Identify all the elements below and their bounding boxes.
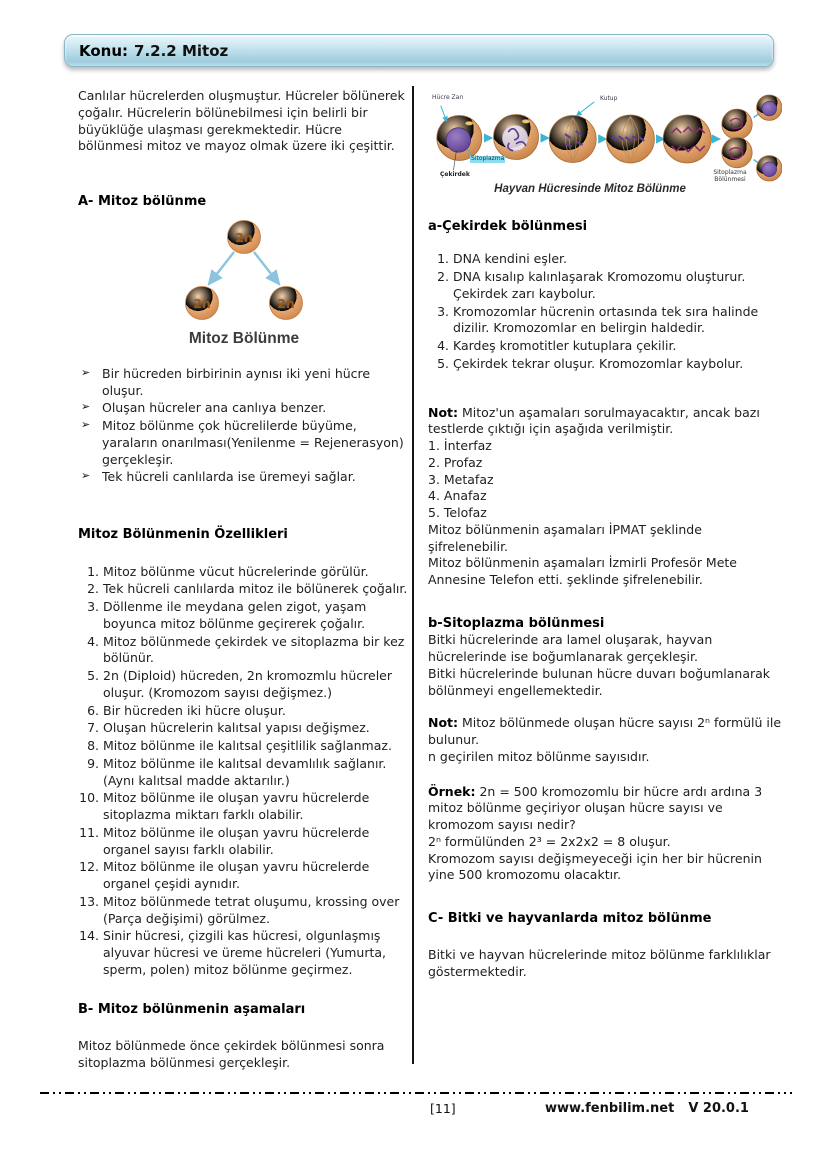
page-title: 7.2.2 Mitoz [134, 41, 229, 60]
stage-anaphase-cell [663, 115, 711, 163]
ozellik-item: 13. Mitoz bölünmede tetrat oluşumu, krossing over (Parça değişimi) görülmez. [103, 894, 410, 928]
section-c-paragraph: Bitki ve hayvan hücrelerinde mitoz bölünme farklılıklar göstermektedir. [428, 947, 771, 980]
section-c-heading: C- Bitki ve hayvanlarda mitoz bölünme [428, 911, 712, 927]
note2-body [428, 715, 782, 749]
footer-divider [40, 1092, 792, 1094]
tree-arrow-left [209, 252, 234, 284]
cekirdek-list [428, 251, 782, 372]
note1-text: Mitoz'un aşamaları sorulmayacaktır, ancak bazı testlerde çıktığı için aşağıda verilmiştir. [428, 404, 760, 437]
phase-item: 3. Metafaz [428, 471, 494, 487]
ozellik-item: 2. Tek hücreli canlılarda mitoz ile bölünerek çoğalır. [103, 581, 410, 598]
right-column [428, 90, 782, 981]
ozellik-item: 11. Mitoz bölünme ile oluşan yavru hücrelerde organel sayısı farklı olabilir. [103, 825, 410, 859]
not-label: Not: [428, 715, 459, 731]
ozellikler-list [78, 564, 410, 979]
sitoplazma-bolunmesi-label: Sitoplazma Bölünmesi [713, 169, 747, 183]
sitoplazma-label: Sitoplazma [471, 155, 505, 162]
section-b-paragraph: Mitoz bölünmede önce çekirdek bölünmesi sonra sitoplazma bölünmesi gerçekleşir. [78, 1037, 385, 1070]
cekirdek-item: 5. Çekirdek tekrar oluşur. Kromozomlar kaybolur. [453, 356, 782, 373]
sitoplazma-heading: b-Sitoplazma bölünmesi [428, 615, 605, 631]
ozellik-item: 1. Mitoz bölünme vücut hücrelerinde görülür. [103, 564, 410, 581]
note-mitoz-asamalari [428, 405, 782, 589]
note-hucre-sayisi [428, 715, 782, 765]
phase-item: 2. Profaz [428, 454, 483, 470]
ozellik-item: 14. Sinir hücresi, çizgili kas hücresi, olgunlaşmış alyuvar hücresi ve üreme hücreleri (Yumurta, sperm, polen) mitoz bölünme geçirmez. [103, 928, 410, 978]
section-b-heading: B- Mitoz bölünmenin aşamaları [78, 1001, 306, 1017]
ornek-label: Örnek: [428, 783, 476, 799]
daughter-cell-label-left: 2n [193, 296, 211, 312]
bullet-item: ➢ Oluşan hücreler ana canlıya benzer. [102, 400, 410, 417]
bullet-item: ➢ Tek hücreli canlılarda ise üremeyi sağlar. [102, 469, 410, 486]
ornek-question-text: 2n = 500 kromozomlu bir hücre ardı ardına 3 mitoz bölünme geçiriyor oluşan hücre sayısı ve kromozom sayısı nedir? [428, 783, 763, 833]
ozellik-item: 3. Döllenme ile meydana gelen zigot, yaşam boyunca mitoz bölünme geçirerek çoğalır. [103, 599, 410, 633]
ornek-question [428, 784, 782, 834]
parent-cell-label: 2n [235, 230, 253, 246]
cekirdek-heading: a-Çekirdek bölünmesi [428, 219, 588, 234]
ozellik-item: 9. Mitoz bölünme ile kalıtsal devamlılık sağlanır. (Aynı kalıtsal madde aktarılır.) [103, 756, 410, 790]
stage-prophase-cell [494, 115, 539, 160]
cekirdek-item: 4. Kardeş kromotitler kutuplara çekilir. [453, 338, 782, 355]
bullet-item: ➢ Mitoz bölünme çok hücrelilerde büyüme, yaraların onarılması(Yenilenme = Rejenerasyon) gerçekleşir. [102, 418, 410, 468]
cekirdek-item: 3. Kromozomlar hücrenin ortasında tek sıra halinde dizilir. Kromozomlar en belirgin haldedir. [453, 304, 782, 338]
stage-late-prophase-cell [549, 102, 596, 163]
section-a-heading: A- Mitoz bölünme [78, 194, 207, 209]
mitosis-tree-svg [154, 216, 334, 322]
topic-header-bar [64, 34, 774, 67]
ornek-block [428, 784, 782, 885]
ozellik-item: 6. Bir hücreden iki hücre oluşur. [103, 703, 410, 720]
animal-cell-mitosis-figure [430, 94, 782, 202]
phase-item: 5. Telofaz [428, 505, 487, 521]
left-column [78, 88, 410, 1071]
cekirdek-item: 1. DNA kendini eşler. [453, 251, 782, 268]
ornek-line2: 2ⁿ formülünden 2³ = 2x2x2 = 8 oluşur. [428, 833, 671, 849]
daughter-cell-label-right: 2n [277, 296, 295, 312]
cekirdek-item: 2. DNA kısalıp kalınlaşarak Kromozomu oluşturur. Çekirdek zarı kaybolur. [453, 269, 782, 303]
mitosis-bullet-list [78, 366, 410, 486]
site-url: www.fenbilim.net [545, 1101, 675, 1116]
bullet-item: ➢ Bir hücreden birbirinin aynısı iki yeni hücre oluşur. [102, 366, 410, 400]
izmirli-line: Mitoz bölünmenin aşamaları İzmirli Profesör Mete Annesine Telefon etti. şeklinde şifrelenebilir. [428, 555, 738, 588]
sitoplazma-para2: Bitki hücrelerinde bulunan hücre duvarı boğumlanarak bölünmeyi engellemektedir. [428, 665, 771, 698]
ozellik-item: 4. Mitoz bölünmede çekirdek ve sitoplazma bir kez bölünür. [103, 634, 410, 668]
ozellik-item: 5. 2n (Diploid) hücreden, 2n kromozmlu hücreler oluşur. (Kromozom sayısı değişmez.) [103, 668, 410, 702]
ipmat-line: Mitoz bölünmenin aşamaları İPMAT şeklinde şifrelenebilir. [428, 521, 702, 554]
ozellik-item: 8. Mitoz bölünme ile kalıtsal çeşitlilik sağlanmaz. [103, 738, 410, 755]
not-label: Not: [428, 404, 459, 420]
stage-metaphase-cell [606, 115, 654, 163]
ozellik-item: 10. Mitoz bölünme ile oluşan yavru hücrelerde sitoplazma miktarı farklı olabilir. [103, 790, 410, 824]
figure-caption: Hayvan Hücresinde Mitoz Bölünme [494, 183, 686, 195]
sitoplazma-section [428, 615, 782, 699]
phase-item: 4. Anafaz [428, 488, 487, 504]
cekirdek-label: Çekirdek [440, 171, 470, 178]
column-divider [412, 86, 414, 1064]
footer-site-info [545, 1101, 749, 1116]
tree-diagram-caption: Mitoz Bölünme [188, 330, 300, 348]
note2-text: Mitoz bölünmede oluşan hücre sayısı 2ⁿ formülü ile bulunur. [428, 715, 782, 748]
ornek-line3: Kromozom sayısı değişmeyeceği için her bir hücrenin yine 500 kromozomu olacaktır. [428, 850, 762, 883]
mitosis-tree-diagram [154, 216, 334, 350]
note1-body [428, 405, 782, 439]
stage-cytokinesis-cells [722, 109, 752, 168]
page-number: [11] [430, 1101, 456, 1116]
intro-paragraph: Canlılar hücrelerden oluşmuştur. Hücreler bölünerek çoğalır. Hücrelerin bölünebilmesi için belirli bir büyüklüğe ulaşması gerekmektedir. Hücre bölünmesi mitoz ve mayoz olmak üzere iki çeşittir. [78, 88, 405, 154]
sitoplazma-para1: Bitki hücrelerinde ara lamel oluşarak, hayvan hücrelerinde ise boğumlanarak gerçekleşir. [428, 632, 713, 665]
kutup-label: Kutup [600, 95, 618, 102]
topic-label: Konu: [79, 41, 129, 60]
daughter-cell-bottom [757, 156, 782, 181]
ozellikler-heading: Mitoz Bölünmenin Özellikleri [78, 527, 288, 543]
version-label: V 20.0.1 [688, 1101, 749, 1116]
daughter-cell-top [757, 95, 782, 120]
tree-arrow-right [254, 252, 279, 284]
ozellik-item: 12. Mitoz bölünme ile oluşan yavru hücrelerde organel çeşidi aynıdır. [103, 859, 410, 893]
phase-item: 1. İnterfaz [428, 438, 492, 454]
note2-line2: n geçirilen mitoz bölünme sayısıdır. [428, 748, 650, 764]
ozellik-item: 7. Oluşan hücrelerin kalıtsal yapısı değişmez. [103, 720, 410, 737]
hucre-zari-label: Hücre Zarı [432, 94, 464, 101]
